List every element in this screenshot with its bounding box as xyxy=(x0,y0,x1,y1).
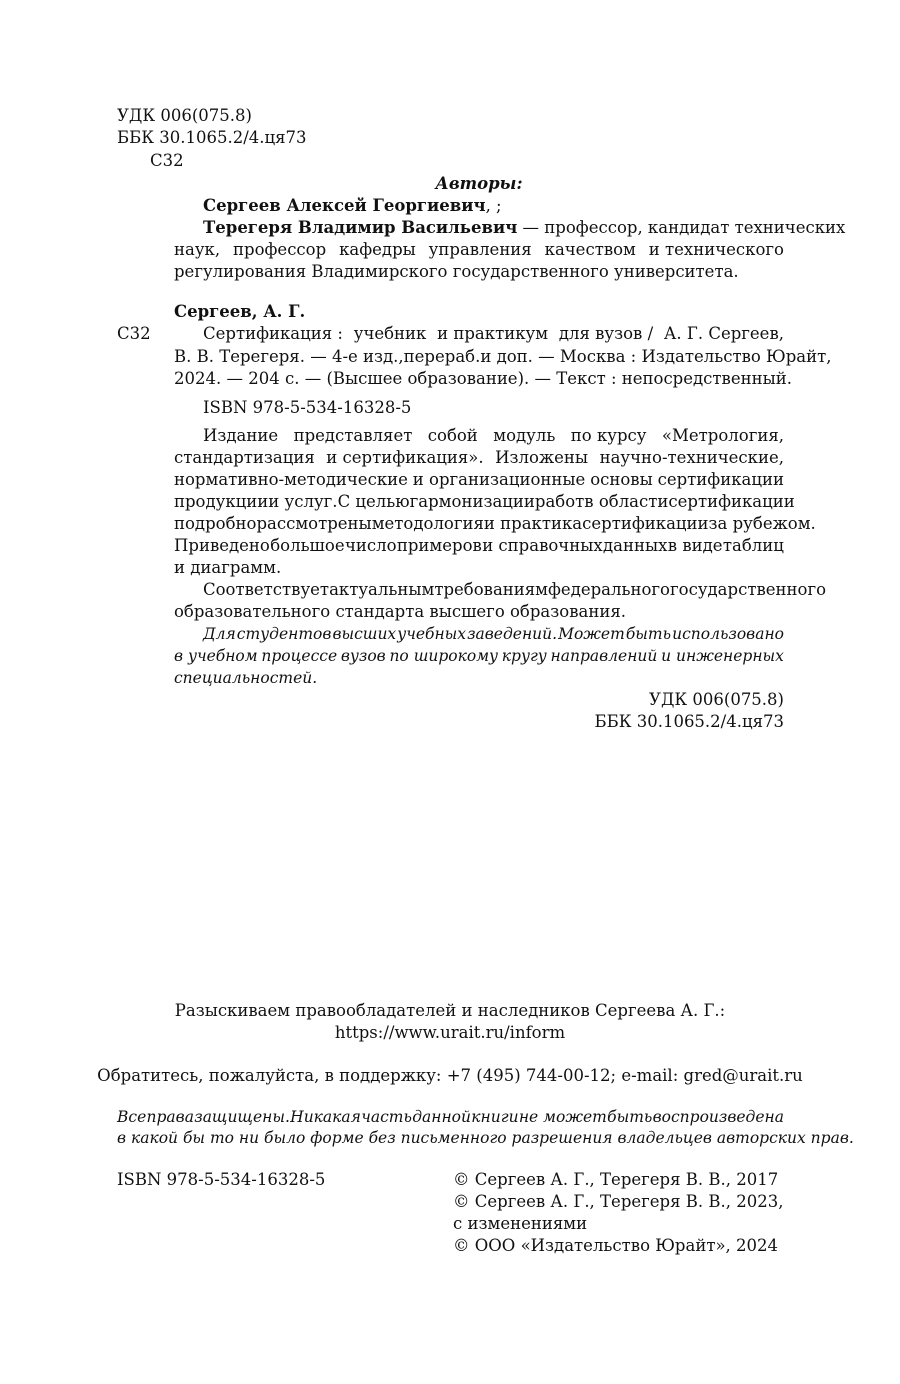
author-2-desc-3: регулирования Владимирского государственного университета. xyxy=(174,262,739,281)
author-2-desc-2: наук, профессор кафедры управления качеством и технического xyxy=(174,240,784,259)
rights-search-notice: Разыскиваем правообладателей и наследников Сергеева А. Г.: xyxy=(174,1001,726,1020)
author-1-name: Сергеев Алексей Георгиевич xyxy=(203,196,486,215)
audience-line-3: специальностей. xyxy=(174,669,318,687)
bib-author-mark: С32 xyxy=(117,324,151,343)
copyright-line: © Сергеев А. Г., Терегеря В. В., 2017 xyxy=(453,1170,779,1189)
rights-reserved-line-2: в какой бы то ни было форме без письменного разрешения владельцев авторских прав. xyxy=(117,1129,854,1147)
annotation-p2-line-2: образовательного стандарта высшего образования. xyxy=(174,602,626,621)
copyright-line: © ООО «Издательство Юрайт», 2024 xyxy=(453,1236,779,1255)
annotation-line-5: подробно рассмотрены методология и практика сертификации за рубежом. xyxy=(174,514,816,533)
authors-title: Авторы: xyxy=(435,174,523,193)
copyright-block xyxy=(453,1169,783,1257)
udk-code-right: УДК 006(075.8) xyxy=(649,690,784,709)
rights-search-link[interactable]: https://www.urait.ru/inform xyxy=(334,1023,566,1042)
bib-heading: Сергеев, А. Г. xyxy=(174,302,306,321)
bib-line-1: Сертификация : учебник и практикум для вузов / А. Г. Сергеев, xyxy=(203,324,784,343)
copyright-line: © Сергеев А. Г., Терегеря В. В., 2023, xyxy=(453,1192,784,1211)
footer-isbn: ISBN 978-5-534-16328-5 xyxy=(117,1170,326,1189)
author-2 xyxy=(203,217,845,239)
audience-line-1: Для студентов высших учебных заведений. Может быть использовано xyxy=(203,625,784,643)
annotation-p2-line-1: Соответствует актуальным требованиям федерального государственного xyxy=(203,580,827,599)
audience-line-2: в учебном процессе вузов по широкому кругу направлений и инженерных xyxy=(174,647,784,665)
author-2-name: Терегеря Владимир Васильевич xyxy=(203,218,518,237)
bbk-code-right: ББК 30.1065.2/4.ця73 xyxy=(594,712,784,731)
author-mark: С32 xyxy=(150,151,184,170)
author-1 xyxy=(203,195,502,217)
author-2-desc-1: — профессор, кандидат технических xyxy=(517,218,846,237)
rights-reserved-line-1: Все права защищены. Никакая часть данной книги не может быть воспроизведена xyxy=(117,1108,784,1126)
author-1-rest: , ; xyxy=(485,196,502,215)
annotation-line-2: стандартизация и сертификация». Изложены научно-технические, xyxy=(174,448,784,467)
udk-code: УДК 006(075.8) xyxy=(117,106,252,125)
support-contact: Обратитесь, пожалуйста, в поддержку: +7 (495) 744-00-12; e-mail: gred@urait.ru xyxy=(97,1066,803,1085)
bib-line-3: 2024. — 204 с. — (Высшее образование). — Текст : непосредственный. xyxy=(174,369,792,388)
bib-isbn: ISBN 978-5-534-16328-5 xyxy=(203,398,412,417)
annotation-line-7: и диаграмм. xyxy=(174,558,282,577)
bib-line-2: В. В. Терегеря. — 4-е изд., перераб. и доп. — Москва : Издательство Юрайт, xyxy=(174,347,832,366)
annotation-line-3: нормативно-методические и организационные основы сертификации xyxy=(174,470,784,489)
annotation-line-6: Приведено большое число примеров и справочных данных в виде таблиц xyxy=(174,536,784,555)
copyright-line: с изменениями xyxy=(453,1214,588,1233)
bbk-code: ББК 30.1065.2/4.ця73 xyxy=(117,128,307,147)
annotation-line-1: Издание представляет собой модуль по курсу «Метрология, xyxy=(203,426,784,445)
annotation-line-4: продукции и услуг. С целью гармонизации работ в области сертификации xyxy=(174,492,795,511)
